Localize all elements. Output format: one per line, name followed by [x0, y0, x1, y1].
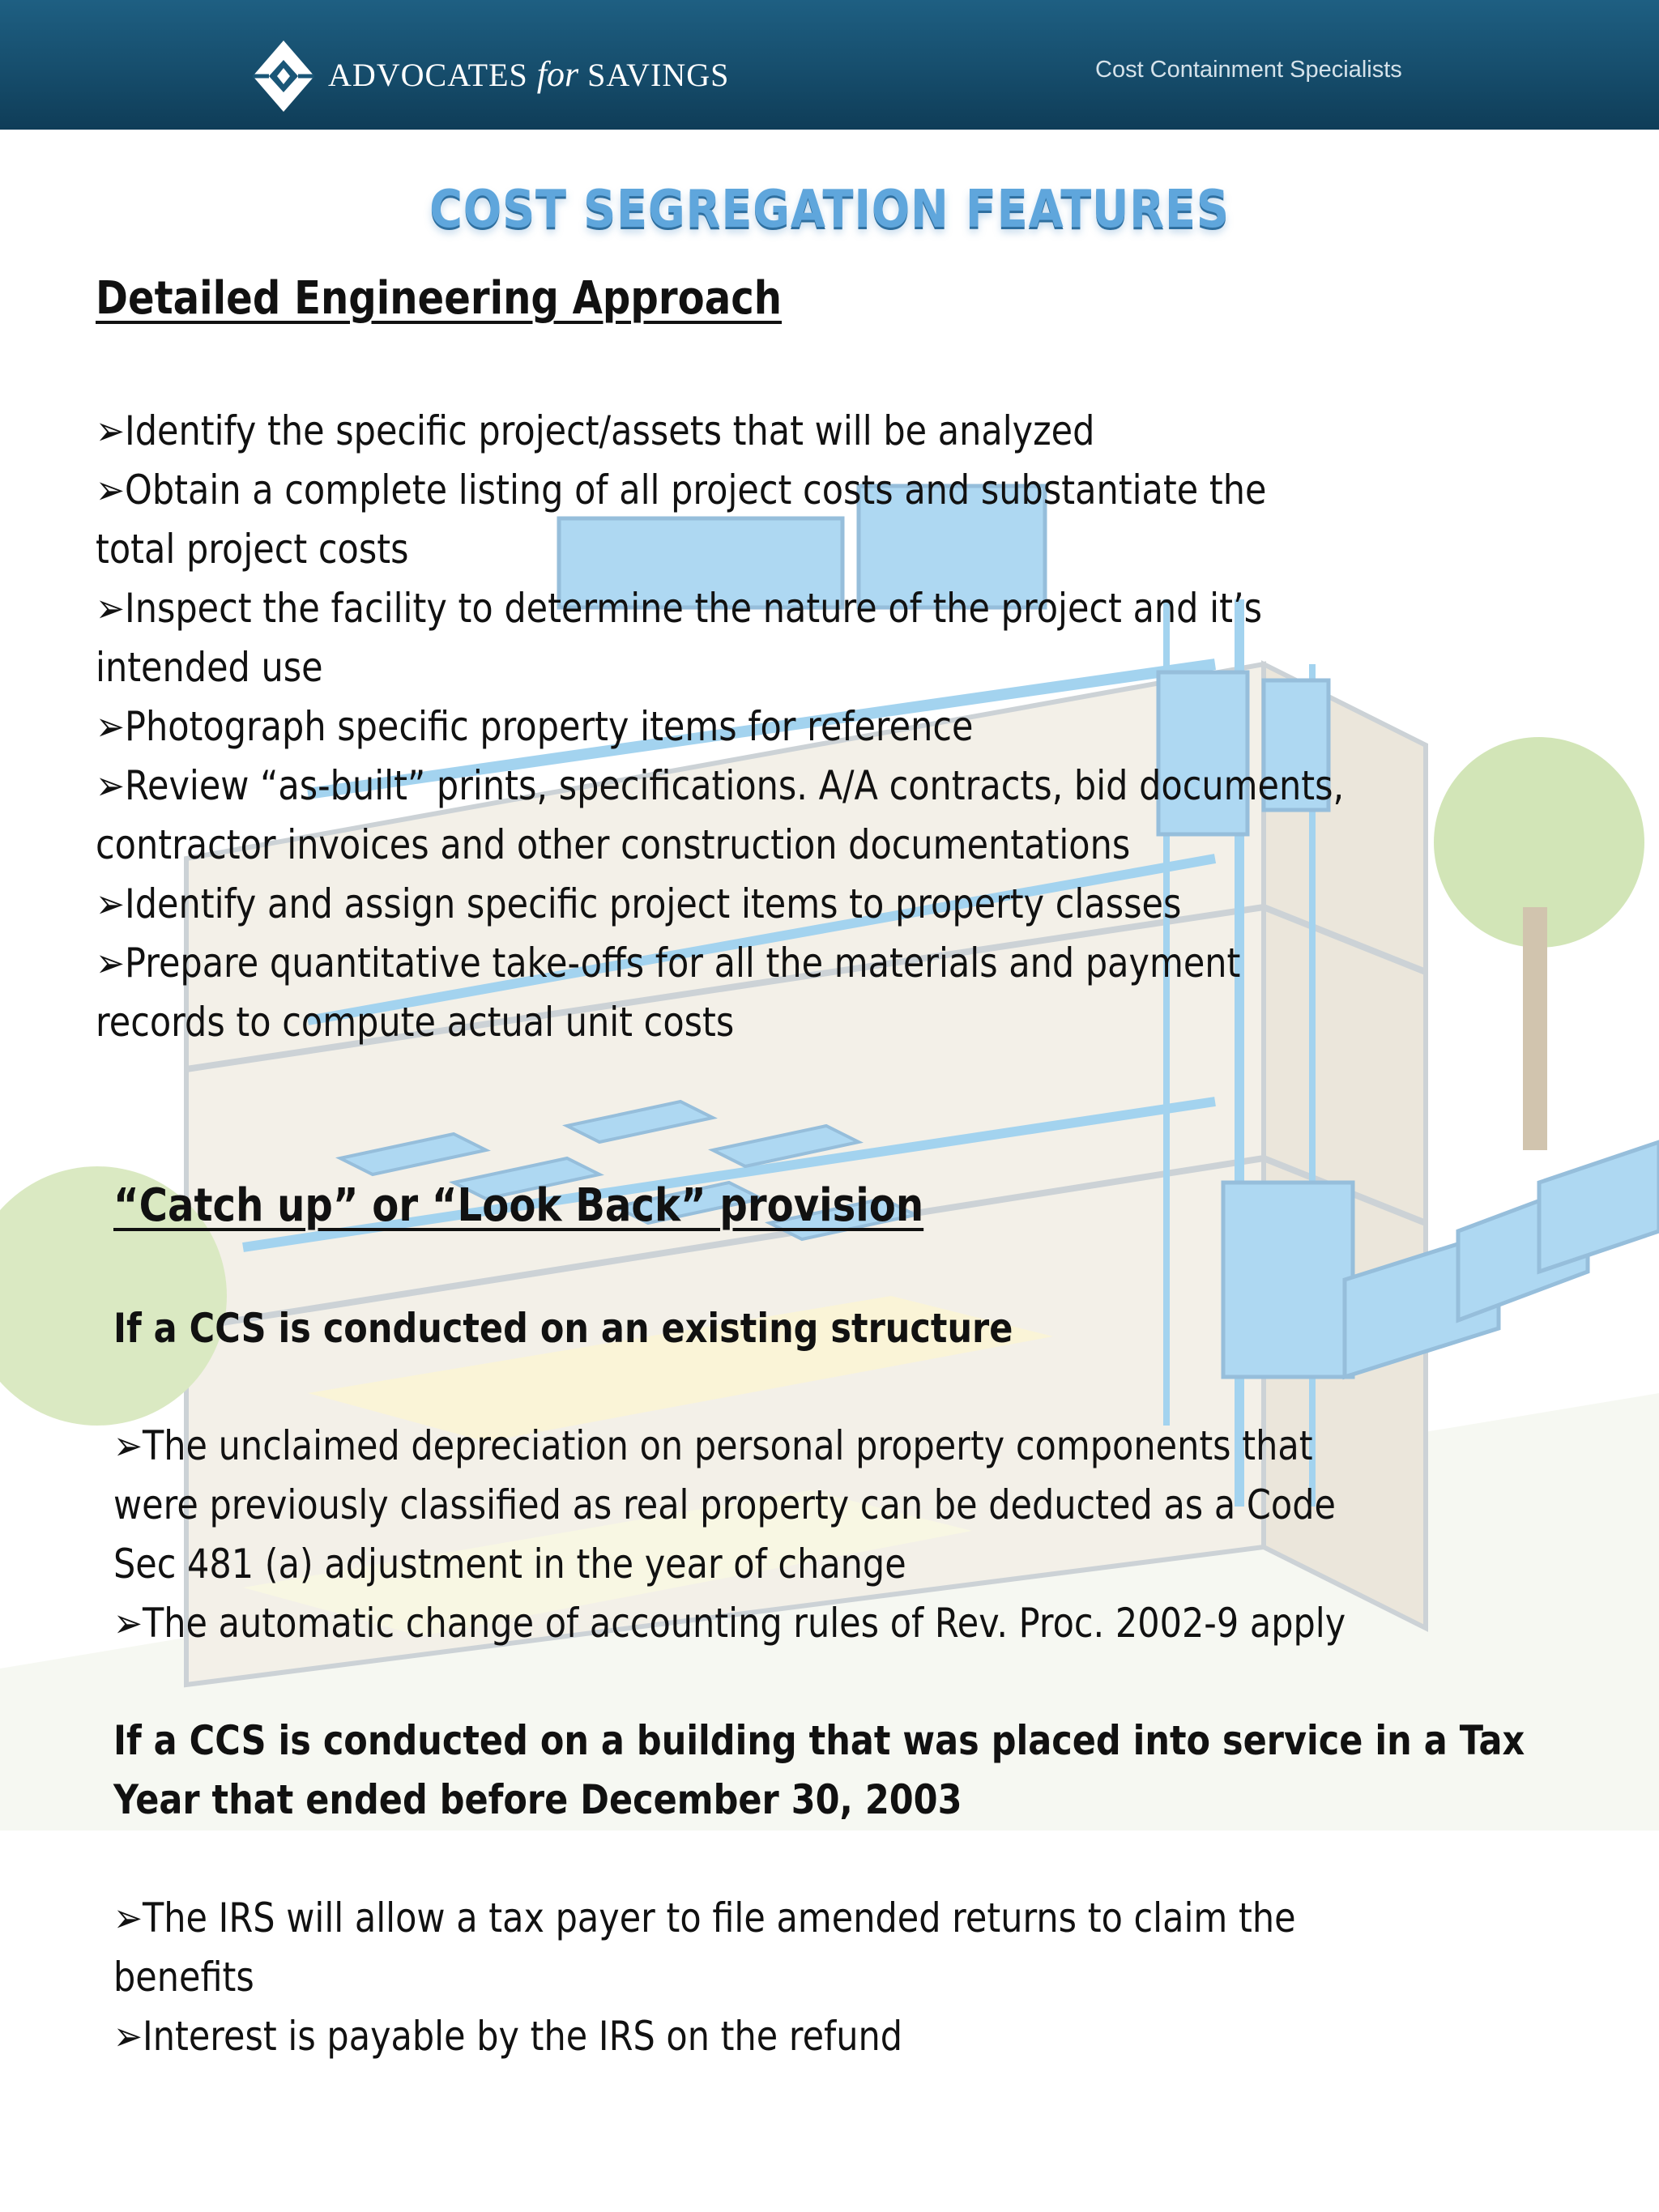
- list-item: ➢Identify and assign specific project items to property classes: [96, 880, 1182, 927]
- arrow-bullet-icon: ➢: [96, 940, 126, 987]
- tagline: Cost Containment Specialists: [1095, 57, 1402, 83]
- page-title: COST SEGREGATION FEATURES: [429, 180, 1230, 240]
- list-item: ➢Prepare quantitative take-offs for all the materials and payment: [96, 940, 1241, 987]
- list-item: ➢Obtain a complete listing of all project costs and substantiate the: [96, 467, 1267, 514]
- arrow-bullet-icon: ➢: [113, 1600, 143, 1647]
- list-item-continuation: contractor invoices and other construction documentations: [96, 821, 1131, 868]
- brand-word-savings: SAVINGS: [587, 57, 730, 93]
- brand-logo-text: [328, 53, 729, 95]
- diamond-logo-icon: [251, 39, 316, 113]
- arrow-bullet-icon: ➢: [96, 880, 126, 927]
- list-item: ➢Photograph specific property items for reference: [96, 703, 974, 750]
- list-item: ➢The IRS will allow a tax payer to file amended returns to claim the: [113, 1894, 1296, 1941]
- list-item: ➢Review “as-built” prints, specifications. A/A contracts, bid documents,: [96, 762, 1345, 809]
- list-item: ➢The unclaimed depreciation on personal property components that: [113, 1422, 1313, 1469]
- arrow-bullet-icon: ➢: [113, 2013, 143, 2060]
- list-item-continuation: benefits: [113, 1954, 254, 2001]
- list-item-continuation: Sec 481 (a) adjustment in the year of change: [113, 1541, 906, 1588]
- list-item: ➢The automatic change of accounting rules of Rev. Proc. 2002-9 apply: [113, 1600, 1346, 1647]
- list-item-continuation: total project costs: [96, 526, 409, 573]
- list-item-continuation: were previously classified as real property can be deducted as a Code: [113, 1481, 1336, 1528]
- arrow-bullet-icon: ➢: [113, 1422, 143, 1469]
- subheading-existing-structure: If a CCS is conducted on an existing structure: [113, 1305, 1013, 1352]
- subheading-building-pre-2003: If a CCS is conducted on a building that was placed into service in a Tax: [113, 1717, 1525, 1764]
- list-item-continuation: intended use: [96, 644, 323, 691]
- section-heading-engineering: Detailed Engineering Approach: [96, 272, 783, 325]
- arrow-bullet-icon: ➢: [96, 762, 126, 809]
- arrow-bullet-icon: ➢: [113, 1894, 143, 1941]
- brand-word-for: for: [536, 54, 579, 94]
- arrow-bullet-icon: ➢: [96, 467, 126, 514]
- header-bar: [0, 0, 1659, 130]
- brand-word-advocates: ADVOCATES: [328, 57, 528, 93]
- list-item: ➢Interest is payable by the IRS on the refund: [113, 2013, 903, 2060]
- list-item-continuation: records to compute actual unit costs: [96, 999, 735, 1046]
- arrow-bullet-icon: ➢: [96, 585, 126, 632]
- list-item: ➢Inspect the facility to determine the nature of the project and it’s: [96, 585, 1263, 632]
- arrow-bullet-icon: ➢: [96, 703, 126, 750]
- section-heading-lookback: “Catch up” or “Look Back” provision: [113, 1179, 924, 1232]
- list-item: ➢Identify the specific project/assets that will be analyzed: [96, 407, 1095, 454]
- arrow-bullet-icon: ➢: [96, 407, 126, 454]
- subheading-building-pre-2003-cont: Year that ended before December 30, 2003: [113, 1776, 962, 1823]
